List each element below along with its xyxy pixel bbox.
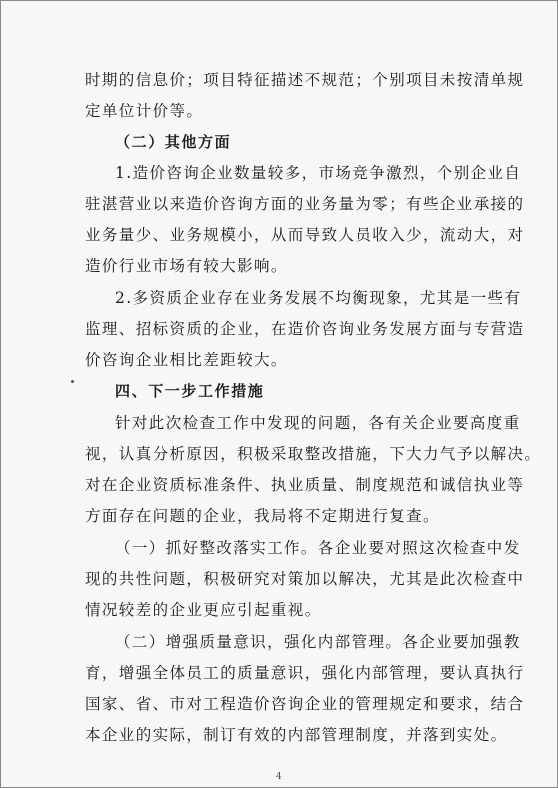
body-line: 育，增强全体员工的质量意识，强化内部管理，要认真执行: [85, 664, 525, 682]
body-line: 驻湛营业以来造价咨询方面的业务量为零；有些企业承接的: [85, 195, 525, 213]
body-line: 国家、省、市对工程造价咨询企业的管理规定和要求，结合: [85, 695, 525, 713]
body-line: 对在企业资质标准条件、执业质量、制度规范和诚信执业等: [85, 476, 525, 494]
body-line: 业务量少、业务规模小，从而导致人员收入少，流动大，对: [85, 226, 525, 244]
body-line: 本企业的实际，制订有效的内部管理制度，并落到实处。: [85, 726, 508, 744]
body-line: 2.多资质企业存在业务发展不均衡现象，尤其是一些有: [115, 289, 522, 307]
body-line: 1.造价咨询企业数量较多，市场竞争激烈，个别企业自: [115, 164, 522, 182]
body-line: 针对此次检查工作中发现的问题，各有关企业要高度重: [115, 414, 521, 432]
page-number: 4: [276, 772, 282, 782]
body-line: 定单位计价等。: [85, 102, 204, 120]
body-line: 现的共性问题，积极研究对策加以解决，尤其是此次检查中: [85, 570, 525, 588]
body-line: 时期的信息价；项目特征描述不规范；个别项目未按清单规: [85, 71, 525, 89]
body-line: 情况较差的企业更应引起重视。: [85, 601, 322, 619]
section-heading-next-steps: 四、下一步工作措施: [115, 382, 265, 400]
body-line: 价咨询企业相比差距较大。: [85, 351, 288, 369]
body-line: （二）增强质量意识，强化内部管理。各企业要加强教: [115, 633, 521, 651]
body-line: 视，认真分析原因，积极采取整改措施，下大力气予以解决。: [85, 445, 542, 463]
body-line: 造价行业市场有较大影响。: [85, 257, 288, 275]
body-line: 监理、招标资质的企业，在造价咨询业务发展方面与专营造: [85, 320, 525, 338]
section-heading-other-aspects: （二）其他方面: [115, 133, 232, 151]
scan-speck: [71, 380, 74, 383]
body-line: （一）抓好整改落实工作。各企业要对照这次检查中发: [115, 539, 521, 557]
body-line: 方面存在问题的企业，我局将不定期进行复查。: [85, 507, 440, 525]
